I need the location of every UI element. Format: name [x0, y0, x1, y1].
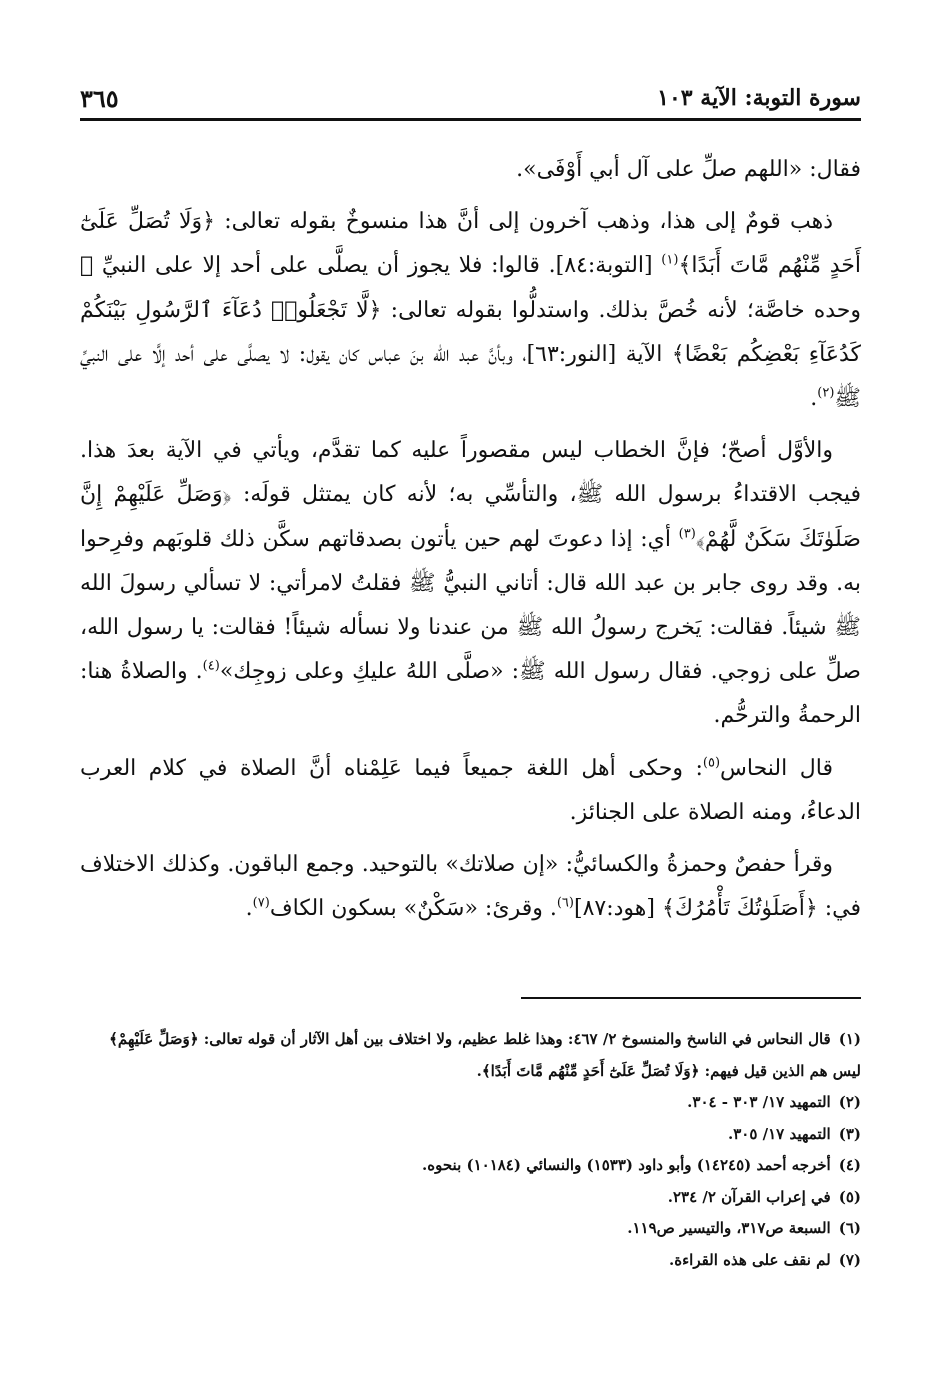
paragraph-text: قال النحاس: [720, 755, 833, 781]
footnote-4: [80, 1150, 861, 1182]
footnote-6: [80, 1213, 861, 1245]
footnote-text: التمهيد ١٧/ ٣٠٣ - ٣٠٤.: [687, 1093, 831, 1111]
paragraph-text: وقرأ حفصٌ وحمزةُ والكسائيُّ: «إن صلاتك» بالتوحيد. وجمع الباقون. وكذلك الاختلاف في: ﴿أَصَلَوٰتُكَ تَأْمُرُكَ﴾ [هود:٨٧]: [80, 852, 861, 922]
paragraph-text: . وقرئ: «سَكْنٌ» بسكون الكاف: [269, 896, 557, 922]
footnote-ref: (٢): [817, 385, 835, 401]
paragraph-1: [80, 148, 861, 192]
footnote-ref: (٤): [202, 658, 220, 674]
footnote-ref: (٣): [678, 526, 696, 542]
paragraph-text: فقال: «اللهم صلِّ على آل أبي أَوْفَى».: [516, 157, 861, 182]
footnote-text: قال النحاس في الناسخ والمنسوخ ٢/ ٤٦٧: وهذا غلط عظيم، ولا اختلاف بين أهل الآثار أن قوله تعالى: ﴿وَصَلِّ عَلَيْهِمْ﴾ ليس هم الذين قيل فيهم: ﴿وَلَا تُصَلِّ عَلَىٰٓ أَحَدٍ مِّنْهُم مَّاتَ أَبَدًا﴾.: [109, 1030, 861, 1080]
footnote-ref: (٦): [556, 895, 574, 911]
footnote-3: [80, 1119, 861, 1151]
paragraph-text: ذهب قومٌ إلى هذا، وذهب آخرون إلى أنَّ هذا منسوخٌ بقوله تعالى: ﴿وَلَا تُصَلِّ عَلَىٰٓ أَحَدٍ مِّنْهُم مَّاتَ أَبَدًا﴾: [80, 209, 861, 279]
footnote-number: (٣): [838, 1124, 861, 1143]
footnote-7: [80, 1245, 861, 1277]
paragraph-5: [80, 843, 861, 931]
paragraph-text: .: [245, 896, 253, 922]
footnote-number: (٦): [838, 1219, 861, 1237]
footnote-number: (٢): [838, 1093, 861, 1111]
footnote-number: (٤): [838, 1156, 861, 1174]
footnote-ref: (٥): [702, 755, 721, 771]
paragraph-2: [80, 200, 861, 421]
footnote-number: (٥): [838, 1187, 861, 1206]
paragraph-text: .: [810, 386, 818, 412]
footnote-text: لم نقف على هذه القراءة.: [669, 1250, 831, 1269]
footnote-ref: (٧): [252, 895, 270, 911]
footnote-divider: [521, 997, 861, 999]
footnote-2: [80, 1087, 861, 1119]
main-text: [80, 148, 861, 939]
page-number: ٣٦٥: [80, 83, 119, 113]
footnote-number: (١): [838, 1030, 861, 1048]
paragraph-text: : وحكى أهل اللغة جميعاً فيما عَلِمْناه أنَّ الصلاة في كلام العرب الدعاءُ، ومنه الصلاة على الجنائز.: [80, 755, 861, 825]
page-header: [80, 78, 861, 121]
footnote-1: [80, 1024, 861, 1087]
footnotes: [80, 1024, 861, 1276]
footnote-text: في إعراب القرآن ٢/ ٢٣٤.: [667, 1187, 831, 1206]
running-title: سورة التوبة: الآية ١٠٣: [657, 85, 861, 111]
paragraph-text: [التوبة:٨٤]. قالوا: فلا يجوز أن يصلَّى على أحد إلا على النبيِّ ﷺ وحده خاصَّة؛ لأنه خُصَّ بذلك. واستدلُّوا بقوله تعالى: ﴿لَّا تَجْعَلُوا۟ دُعَآءَ ٱلرَّسُولِ بَيْنَكُمْ كَدُعَآءِ بَعْضِكُم بَعْضًا﴾ الآية [النور:٦٣]، وبأنَّ عبد الله بنَ عباس كان يقول: لا يصلَّى على أحد إلَّا على النبيِّ ﷺ: [80, 253, 861, 412]
footnote-text: التمهيد ١٧/ ٣٠٥.: [728, 1124, 831, 1143]
footnote-5: [80, 1182, 861, 1214]
paragraph-text: والأوَّل أصحّ؛ فإنَّ الخطاب ليس مقصوراً عليه كما تقدَّم، ويأتي في الآية بعدَ هذا. فيجب الاقتداءُ برسول الله ﷺ، والتأسِّي به؛ لأنه كان يمتثل قولَه: ﴿وَصَلِّ عَلَيْهِمْ إِنَّ صَلَوٰتَكَ سَكَنٌ لَّهُمْ﴾: [80, 438, 861, 552]
paragraph-3: [80, 429, 861, 738]
footnote-ref: (١): [661, 253, 679, 269]
paragraph-4: [80, 747, 861, 835]
footnote-text: السبعة ص٣١٧، والتيسير ص١١٩.: [627, 1219, 831, 1237]
footnote-number: (٧): [838, 1250, 861, 1269]
paragraph-text: أي: إذا دعوتَ لهم حين يأتون بصدقاتهم سكَّن ذلك قلوبَهم وفرِحوا به. وقد روى جابر بن عبد الله قال: أتاني النبيُّ ﷺ فقلتُ لامرأتي: لا تسألي رسولَ الله ﷺ شيئاً. فقالت: يَخرج رسولُ الله ﷺ من عندنا ولا نسأله شيئاً! فقالت: يا رسول الله، صلِّ على زوجي. فقال رسول الله ﷺ: «صلَّى اللهُ عليكِ وعلى زوجِك»: [80, 526, 861, 685]
paragraph-text: . والصلاةُ هنا: الرحمةُ والترحُّم.: [80, 659, 861, 729]
footnote-text: أخرجه أحمد (١٤٢٤٥) وأبو داود (١٥٣٣) والنسائي (١٠١٨٤) بنحوه.: [422, 1156, 831, 1174]
